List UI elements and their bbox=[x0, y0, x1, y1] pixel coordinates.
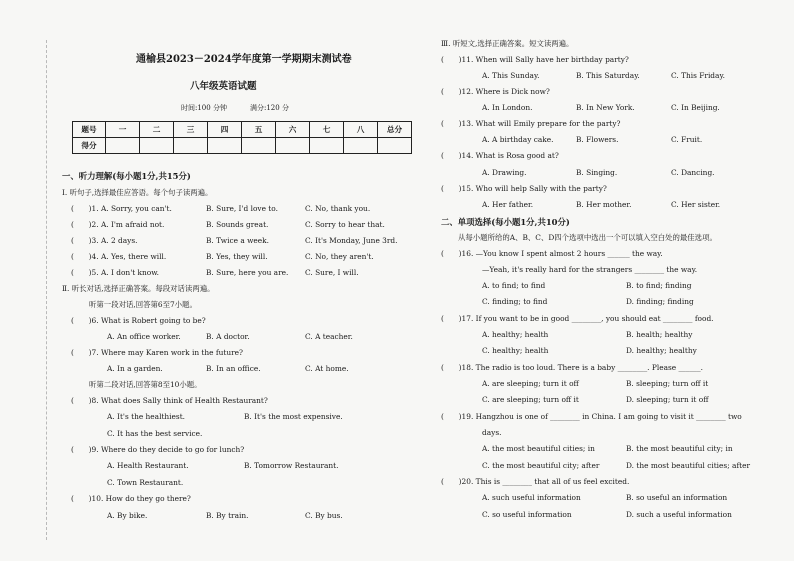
score-cell: 一 bbox=[106, 122, 140, 138]
q14-option-c: C. Dancing. bbox=[671, 168, 715, 177]
question-2: ( )2. A. I'm afraid not. bbox=[71, 220, 165, 229]
q18-option-a: A. are sleeping; turn it off bbox=[482, 379, 579, 388]
q14-option-a: A. Drawing. bbox=[482, 168, 527, 177]
question-7: ( )7. Where may Karen work in the future? bbox=[71, 348, 243, 357]
dialog-1-instruction: 听第一段对话,回答第6至7小题。 bbox=[89, 300, 197, 309]
score-input-cell[interactable] bbox=[208, 138, 242, 154]
score-cell: 二 bbox=[140, 122, 174, 138]
question-16: ( )16. —You know I spent almost 2 hours ______ the way. bbox=[441, 249, 663, 258]
question-15: ( )15. Who will help Sally with the party? bbox=[441, 184, 607, 193]
q13-option-a: A. A birthday cake. bbox=[482, 135, 554, 144]
q7-option-a: A. In a garden. bbox=[107, 364, 163, 373]
q5-option-c: C. Sure, I will. bbox=[305, 268, 359, 277]
score-input-cell[interactable] bbox=[310, 138, 344, 154]
exam-title: 通榆县2023－2024学年度第一学期期末测试卷 bbox=[136, 54, 352, 65]
q8-option-c: C. It has the best service. bbox=[107, 429, 203, 438]
q13-option-c: C. Fruit. bbox=[671, 135, 703, 144]
score-cell: 七 bbox=[310, 122, 344, 138]
score-cell: 五 bbox=[242, 122, 276, 138]
q13-option-b: B. Flowers. bbox=[576, 135, 619, 144]
score-input-cell[interactable] bbox=[378, 138, 412, 154]
q3-option-b: B. Twice a week. bbox=[206, 236, 270, 245]
question-17: ( )17. If you want to be in good ________, you should eat ________ food. bbox=[441, 314, 714, 323]
dialog-2-instruction: 听第二段对话,回答第8至10小题。 bbox=[89, 380, 202, 389]
q1-option-b: B. Sure, I'd love to. bbox=[206, 204, 278, 213]
q5-option-b: B. Sure, here you are. bbox=[206, 268, 289, 277]
score-cell: 得分 bbox=[73, 138, 106, 154]
part-3-instruction: Ⅲ. 听短文,选择正确答案。短文读两遍。 bbox=[441, 39, 574, 48]
q17-option-b: B. health; healthy bbox=[626, 330, 693, 339]
score-input-cell[interactable] bbox=[140, 138, 174, 154]
q10-option-a: A. By bike. bbox=[107, 511, 148, 520]
q10-option-b: B. By train. bbox=[206, 511, 249, 520]
q19-option-c: C. the most beautiful city; after bbox=[482, 461, 600, 470]
q7-option-b: B. In an office. bbox=[206, 364, 261, 373]
question-10: ( )10. How do they go there? bbox=[71, 494, 191, 503]
question-3: ( )3. A. 2 days. bbox=[71, 236, 138, 245]
score-cell: 三 bbox=[174, 122, 208, 138]
question-1: ( )1. A. Sorry, you can't. bbox=[71, 204, 172, 213]
score-input-cell[interactable] bbox=[344, 138, 378, 154]
q7-option-c: C. At home. bbox=[305, 364, 349, 373]
question-16-line-2: —Yeah, it's really hard for the strangers ________ the way. bbox=[482, 265, 698, 274]
q4-option-c: C. No, they aren't. bbox=[305, 252, 374, 261]
question-19-line-2: days. bbox=[482, 428, 502, 437]
score-input-cell[interactable] bbox=[106, 138, 140, 154]
score-input-cell[interactable] bbox=[174, 138, 208, 154]
question-20: ( )20. This is ________ that all of us feel excited. bbox=[441, 477, 630, 486]
q16-option-a: A. to find; to find bbox=[482, 281, 546, 290]
section-multiple-choice-heading: 二、单项选择(每小题1分,共10分) bbox=[441, 217, 570, 227]
part-1-instruction: Ⅰ. 听句子,选择最佳应答语。每个句子读两遍。 bbox=[62, 188, 213, 197]
q18-option-d: D. sleeping; turn it off bbox=[626, 395, 709, 404]
q16-option-b: B. to find; finding bbox=[626, 281, 692, 290]
score-cell: 题号 bbox=[73, 122, 106, 138]
score-table-score-row bbox=[73, 138, 412, 154]
exam-subtitle: 八年级英语试题 bbox=[190, 81, 257, 92]
score-cell: 四 bbox=[208, 122, 242, 138]
q15-option-a: A. Her father. bbox=[482, 200, 534, 209]
q12-option-a: A. In London. bbox=[482, 103, 533, 112]
q20-option-b: B. so useful an information bbox=[626, 493, 728, 502]
q20-option-a: A. such useful information bbox=[482, 493, 581, 502]
question-6: ( )6. What is Robert going to be? bbox=[71, 316, 206, 325]
section-listening-heading: 一、听力理解(每小题1分,共15分) bbox=[62, 171, 191, 181]
q17-option-a: A. healthy; health bbox=[482, 330, 549, 339]
q11-option-c: C. This Friday. bbox=[671, 71, 725, 80]
q12-option-c: C. In Beijing. bbox=[671, 103, 720, 112]
score-cell: 六 bbox=[276, 122, 310, 138]
score-cell: 总分 bbox=[378, 122, 412, 138]
q15-option-b: B. Her mother. bbox=[576, 200, 632, 209]
question-9: ( )9. Where do they decide to go for lunch? bbox=[71, 445, 245, 454]
question-4: ( )4. A. Yes, there will. bbox=[71, 252, 167, 261]
question-11: ( )11. When will Sally have her birthday party? bbox=[441, 55, 629, 64]
question-12: ( )12. Where is Dick now? bbox=[441, 87, 550, 96]
q15-option-c: C. Her sister. bbox=[671, 200, 721, 209]
q9-option-b: B. Tomorrow Restaurant. bbox=[244, 461, 339, 470]
q4-option-b: B. Yes, they will. bbox=[206, 252, 268, 261]
q14-option-b: B. Singing. bbox=[576, 168, 618, 177]
exam-time: 时间:100 分钟 bbox=[181, 104, 227, 112]
q8-option-a: A. It's the healthiest. bbox=[107, 412, 186, 421]
q9-option-a: A. Health Restaurant. bbox=[107, 461, 189, 470]
q11-option-b: B. This Saturday. bbox=[576, 71, 640, 80]
score-table bbox=[72, 121, 412, 154]
q20-option-d: D. such a useful information bbox=[626, 510, 732, 519]
score-cell: 八 bbox=[344, 122, 378, 138]
q6-option-a: A. An office worker. bbox=[107, 332, 181, 341]
q12-option-b: B. In New York. bbox=[576, 103, 635, 112]
q19-option-a: A. the most beautiful cities; in bbox=[482, 444, 595, 453]
q9-option-c: C. Town Restaurant. bbox=[107, 478, 184, 487]
score-input-cell[interactable] bbox=[276, 138, 310, 154]
q2-option-b: B. Sounds great. bbox=[206, 220, 269, 229]
q19-option-b: B. the most beautiful city; in bbox=[626, 444, 733, 453]
binding-line bbox=[46, 40, 47, 540]
q18-option-b: B. sleeping; turn off it bbox=[626, 379, 709, 388]
q18-option-c: C. are sleeping; turn off it bbox=[482, 395, 579, 404]
q16-option-d: D. finding; finding bbox=[626, 297, 694, 306]
question-8: ( )8. What does Sally think of Health Restaurant? bbox=[71, 396, 268, 405]
q2-option-c: C. Sorry to hear that. bbox=[305, 220, 385, 229]
question-13: ( )13. What will Emily prepare for the party? bbox=[441, 119, 621, 128]
q17-option-d: D. healthy; healthy bbox=[626, 346, 697, 355]
exam-full-score: 满分:120 分 bbox=[250, 104, 289, 112]
question-14: ( )14. What is Rosa good at? bbox=[441, 151, 559, 160]
q17-option-c: C. healthy; health bbox=[482, 346, 549, 355]
q20-option-c: C. so useful information bbox=[482, 510, 572, 519]
q6-option-c: C. A teacher. bbox=[305, 332, 353, 341]
part-2-instruction: Ⅱ. 听长对话,选择正确答案。每段对话读两遍。 bbox=[62, 284, 215, 293]
question-18: ( )18. The radio is too loud. There is a baby ________. Please ______. bbox=[441, 363, 704, 372]
q10-option-c: C. By bus. bbox=[305, 511, 343, 520]
q1-option-c: C. No, thank you. bbox=[305, 204, 371, 213]
score-table-header-row bbox=[73, 122, 412, 138]
question-19: ( )19. Hangzhou is one of ________ in China. I am going to visit it ________ two bbox=[441, 412, 742, 421]
q8-option-b: B. It's the most expensive. bbox=[244, 412, 343, 421]
score-input-cell[interactable] bbox=[242, 138, 276, 154]
question-5: ( )5. A. I don't know. bbox=[71, 268, 160, 277]
q11-option-a: A. This Sunday. bbox=[482, 71, 540, 80]
q16-option-c: C. finding; to find bbox=[482, 297, 548, 306]
q3-option-c: C. It's Monday, June 3rd. bbox=[305, 236, 398, 245]
q6-option-b: B. A doctor. bbox=[206, 332, 250, 341]
multiple-choice-instruction: 从每小题所给的A、B、C、D四个选项中选出一个可以填入空白处的最佳选项。 bbox=[458, 233, 717, 242]
q19-option-d: D. the most beautiful cities; after bbox=[626, 461, 751, 470]
